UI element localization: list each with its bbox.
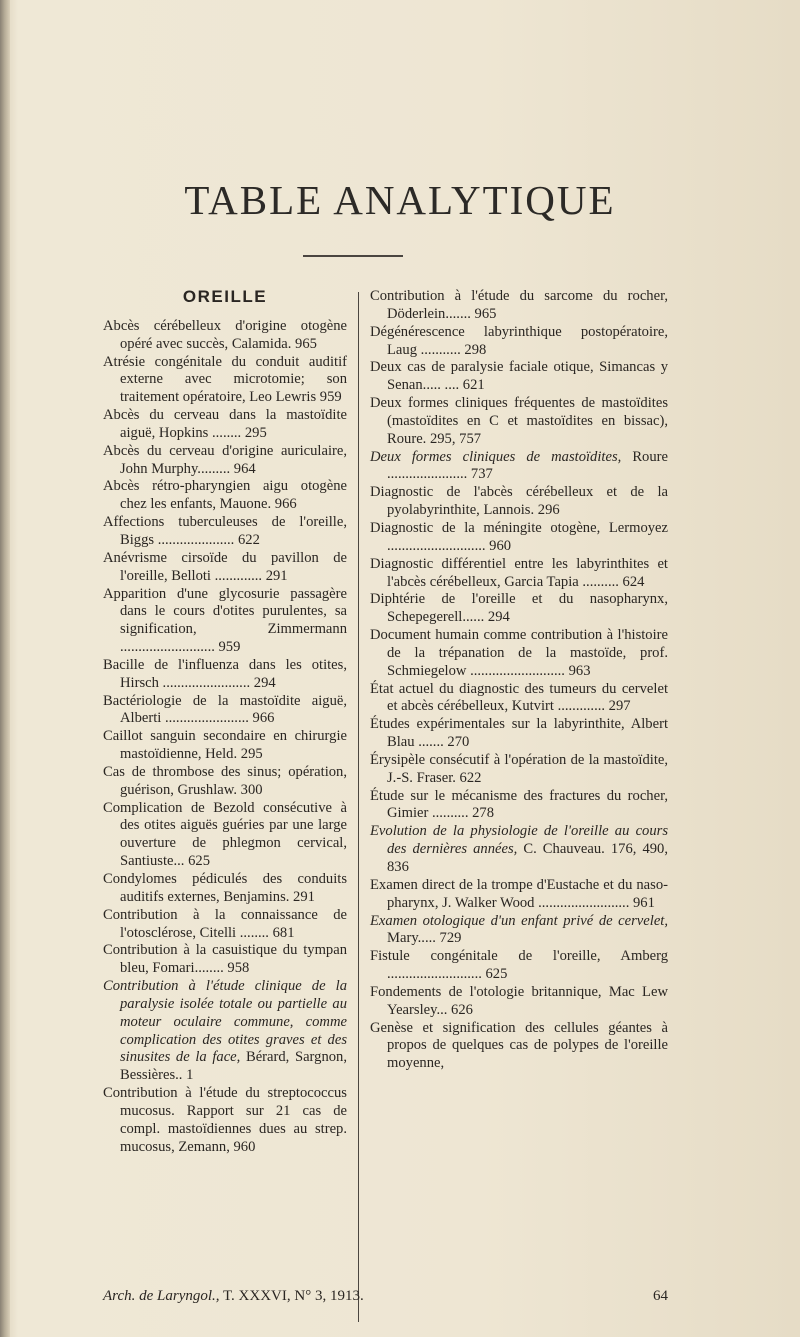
index-entry-italic — [370, 823, 668, 877]
column-divider — [358, 292, 359, 1322]
left-entry-list — [103, 318, 347, 978]
index-entry: Fistule congénitale de l'oreille, Amberg .......................... 625 — [370, 948, 668, 983]
index-entry: Deux cas de paralysie faciale otique, Simancas y Senan..... .... 621 — [370, 359, 668, 394]
index-entry: Bacille de l'influenza dans les otites, Hirsch ........................ 294 — [103, 656, 347, 691]
index-entry: Diphtérie de l'oreille et du nasopharynx, Schepegerell...... 294 — [370, 591, 668, 626]
entry-italic-title: Deux formes cliniques de mastoïdites, — [370, 448, 622, 465]
entry-italic-title: Contribution à l'étude clinique de la paralysie isolée totale ou partielle au moteur oculaire commune, comme complication des otites graves et des sinusites de la face, — [103, 978, 347, 1066]
index-entry: Diagnostic de l'abcès cérébelleux et de la pyolabyrinthite, Lannois. 296 — [370, 484, 668, 519]
index-entry: Anévrisme cirsoïde du pavillon de l'oreille, Belloti ............. 291 — [103, 549, 347, 584]
index-entry: Fondements de l'otologie britannique, Mac Lew Yearsley... 626 — [370, 983, 668, 1018]
index-entry: Document humain comme contribution à l'histoire de la trépanation de la mastoïde, prof. Schmiegelow .......................... 963 — [370, 627, 668, 679]
index-entry: Abcès cérébelleux d'origine otogène opéré avec succès, Calamida. 965 — [103, 317, 347, 352]
right-entry-list-b — [370, 484, 668, 823]
index-entry-italic — [370, 913, 668, 949]
entry-italic-title: Examen otologique d'un enfant privé de cervelet, — [370, 912, 668, 929]
page-title: TABLE ANALYTIQUE — [184, 177, 616, 223]
index-entry: Abcès rétro-pharyngien aigu otogène chez les enfants, Mauone. 966 — [103, 478, 347, 513]
index-entry: Complication de Bezold consécutive à des otites aiguës guéries par une large ouverture de phlegmon cervical, Santiuste... 625 — [103, 799, 347, 870]
section-heading: OREILLE — [182, 287, 268, 306]
footer-signature: 64 — [653, 1288, 668, 1304]
index-entry: Diagnostic différentiel entre les labyrinthites et l'abcès cérébelleux, Garcia Tapia .......... 624 — [370, 555, 668, 590]
entry-authors-page: Bérard, Sargnon, Bessières.. 1 — [120, 1049, 347, 1084]
index-entry: Atrésie congénitale du conduit auditif externe avec microtomie; son traitement opératoire, Leo Lewris 959 — [103, 353, 347, 406]
index-entry: Condylomes pédiculés des conduits auditifs externes, Benjamins. 291 — [103, 871, 347, 905]
index-entry: Études expérimentales sur la labyrinthite, Albert Blau ....... 270 — [370, 716, 668, 751]
right-column — [370, 288, 668, 1073]
index-entry: Deux formes cliniques fréquentes de mastoïdites (mastoïdites en C et mastoïdites en bissac), Roure. 295, 757 — [370, 395, 668, 447]
title-divider — [303, 255, 403, 257]
index-entry: Contribution à l'étude du streptococcus mucosus. Rapport sur 21 cas de compl. mastoïdiennes dues au strep. mucosus, Zemann, 960 — [103, 1085, 347, 1155]
right-entry-list-a — [370, 288, 668, 449]
footer-citation — [103, 1288, 364, 1305]
index-entry: Affections tuberculeuses de l'oreille, Biggs ..................... 622 — [103, 514, 347, 548]
index-entry: Érysipèle consécutif à l'opération de la mastoïdite, J.-S. Fraser. 622 — [370, 751, 668, 786]
index-entry: Genèse et signification des cellules géantes à propos de quelques cas de polypes de l'oreille moyenne, — [370, 1019, 668, 1072]
left-column — [103, 288, 347, 1157]
index-entry-italic — [103, 978, 347, 1085]
index-entry: Dégénérescence labyrinthique postopératoire, Laug ........... 298 — [370, 323, 668, 358]
index-entry: Apparition d'une glycosurie passagère dans le cours d'otites purulentes, sa signification, Zimmermann .......................... 959 — [103, 585, 347, 656]
index-entry-italic — [370, 449, 668, 485]
index-entry: Abcès du cerveau d'origine auriculaire, John Murphy......... 964 — [103, 442, 347, 477]
index-entry: Diagnostic de la méningite otogène, Lermoyez ........................... 960 — [370, 519, 668, 554]
index-entry: État actuel du diagnostic des tumeurs du cervelet et abcès cérébelleux, Kutvirt ............. 297 — [370, 680, 668, 715]
index-entry: Bactériologie de la mastoïdite aiguë, Alberti ....................... 966 — [103, 692, 347, 727]
entry-authors-page: Mary..... 729 — [387, 930, 462, 947]
entry-authors-page: Roure ...................... 737 — [387, 448, 668, 483]
footer-issue: T. XXXVI, N° 3, 1913. — [223, 1288, 364, 1304]
index-entry: Contribution à la connaissance de l'otosclérose, Citelli ........ 681 — [103, 906, 347, 941]
right-entry-list-d — [370, 948, 668, 1073]
page-footer — [103, 1288, 668, 1305]
right-entry-list-c — [370, 877, 668, 913]
index-entry: Examen direct de la trompe d'Eustache et du naso-pharynx, J. Walker Wood ......................... 961 — [370, 876, 668, 911]
entry-authors-page: C. Chauveau. 176, 490, 836 — [387, 841, 668, 875]
index-entry: Contribution à l'étude du sarcome du rocher, Döderlein....... 965 — [370, 288, 668, 322]
footer-journal: Arch. de Laryngol., — [103, 1288, 220, 1304]
index-entry: Abcès du cerveau dans la mastoïdite aiguë, Hopkins ........ 295 — [103, 407, 347, 441]
entry-italic-title: Evolution de la physiologie de l'oreille au cours des dernières années, — [370, 823, 668, 858]
index-entry: Caillot sanguin secondaire en chirurgie mastoïdienne, Held. 295 — [103, 728, 347, 763]
index-entry: Contribution à la casuistique du tympan bleu, Fomari........ 958 — [103, 942, 347, 977]
index-entry: Étude sur le mécanisme des fractures du rocher, Gimier .......... 278 — [370, 787, 668, 822]
index-entry: Cas de thrombose des sinus; opération, guérison, Grushlaw. 300 — [103, 763, 347, 798]
